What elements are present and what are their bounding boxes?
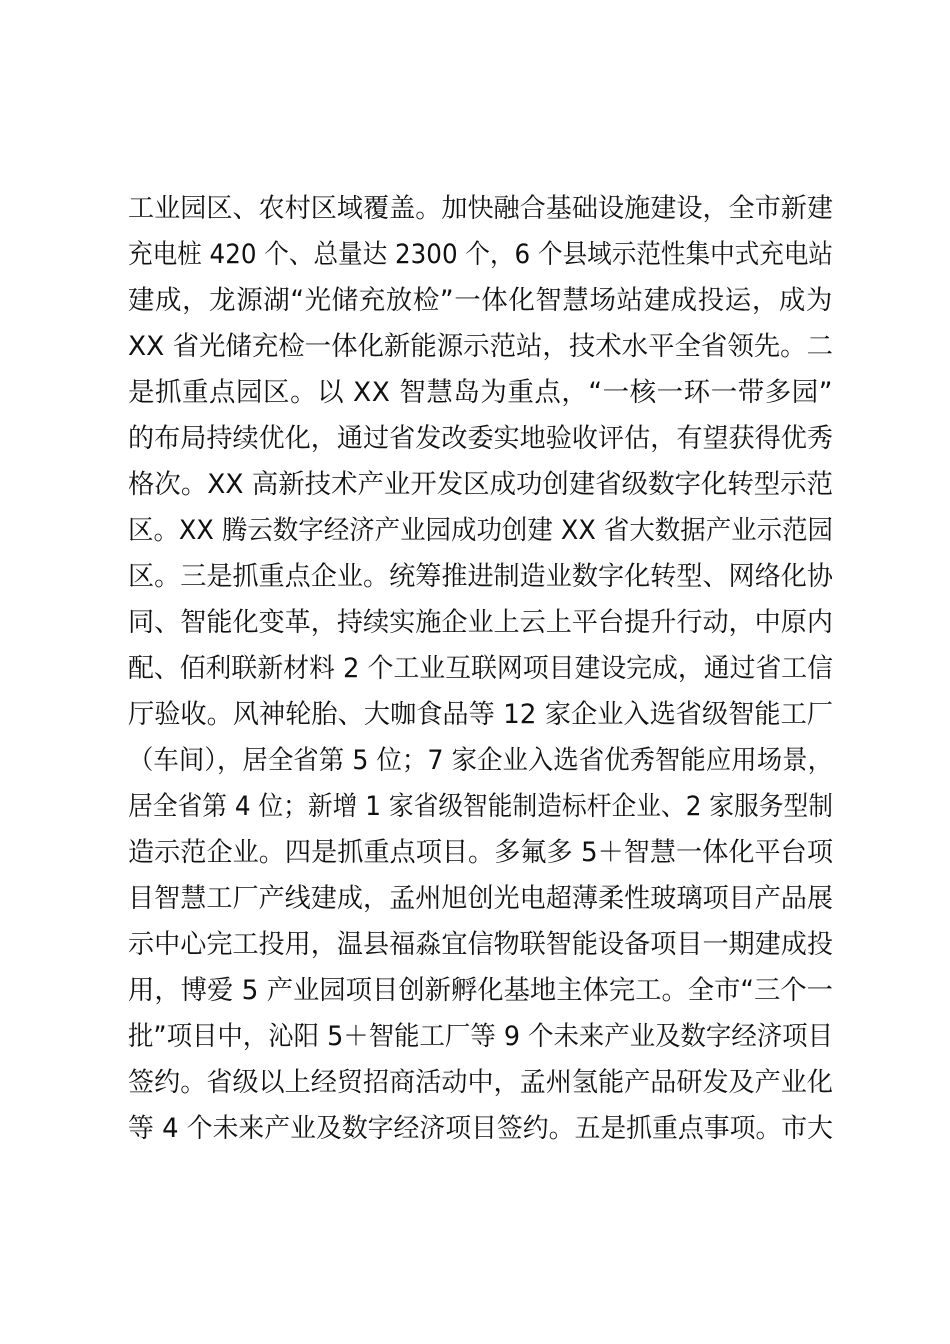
text-line: 批”项目中，沁阳 5＋智能工厂等 9 个未来产业及数字经济项目 (128, 1021, 833, 1052)
text-line: 造示范企业。四是抓重点项目。多氟多 5＋智慧一体化平台项 (128, 837, 833, 868)
text-line: 配、佰利联新材料 2 个工业互联网项目建设完成，通过省工信 (128, 653, 833, 684)
text-line: （车间），居全省第 5 位；7 家企业入选省优秀智能应用场景， (128, 745, 833, 776)
text-line: XX 省光储充检一体化新能源示范站，技术水平全省领先。二 (128, 331, 833, 362)
text-line: 是抓重点园区。以 XX 智慧岛为重点，“一核一环一带多园” (128, 377, 833, 408)
text-line: 厅验收。风神轮胎、大咖食品等 12 家企业入选省级智能工厂 (128, 699, 833, 730)
text-line: 等 4 个未来产业及数字经济项目签约。五是抓重点事项。市大 (128, 1113, 833, 1144)
text-line: 工业园区、农村区域覆盖。加快融合基础设施建设，全市新建 (128, 193, 833, 224)
text-line: 充电桩 420 个、总量达 2300 个，6 个县域示范性集中式充电站 (128, 239, 833, 270)
text-line: 区。三是抓重点企业。统筹推进制造业数字化转型、网络化协 (128, 561, 833, 592)
text-line: 居全省第 4 位；新增 1 家省级智能制造标杆企业、2 家服务型制 (128, 791, 833, 822)
text-line: 区。XX 腾云数字经济产业园成功创建 XX 省大数据产业示范园 (128, 515, 833, 546)
text-line: 目智慧工厂产线建成，孟州旭创光电超薄柔性玻璃项目产品展 (128, 883, 833, 914)
text-line: 同、智能化变革，持续实施企业上云上平台提升行动，中原内 (128, 607, 833, 638)
text-line: 用，博爱 5 产业园项目创新孵化基地主体完工。全市“三个一 (128, 975, 833, 1006)
text-line: 的布局持续优化，通过省发改委实地验收评估，有望获得优秀 (128, 423, 833, 454)
text-line: 格次。XX 高新技术产业开发区成功创建省级数字化转型示范 (128, 469, 833, 500)
text-line: 建成，龙源湖“光储充放检”一体化智慧场站建成投运，成为 (128, 285, 833, 316)
body-paragraph (128, 186, 833, 1152)
text-line: 示中心完工投用，温县福淼宜信物联智能设备项目一期建成投 (128, 929, 833, 960)
text-line: 签约。省级以上经贸招商活动中，孟州氢能产品研发及产业化 (128, 1067, 833, 1098)
